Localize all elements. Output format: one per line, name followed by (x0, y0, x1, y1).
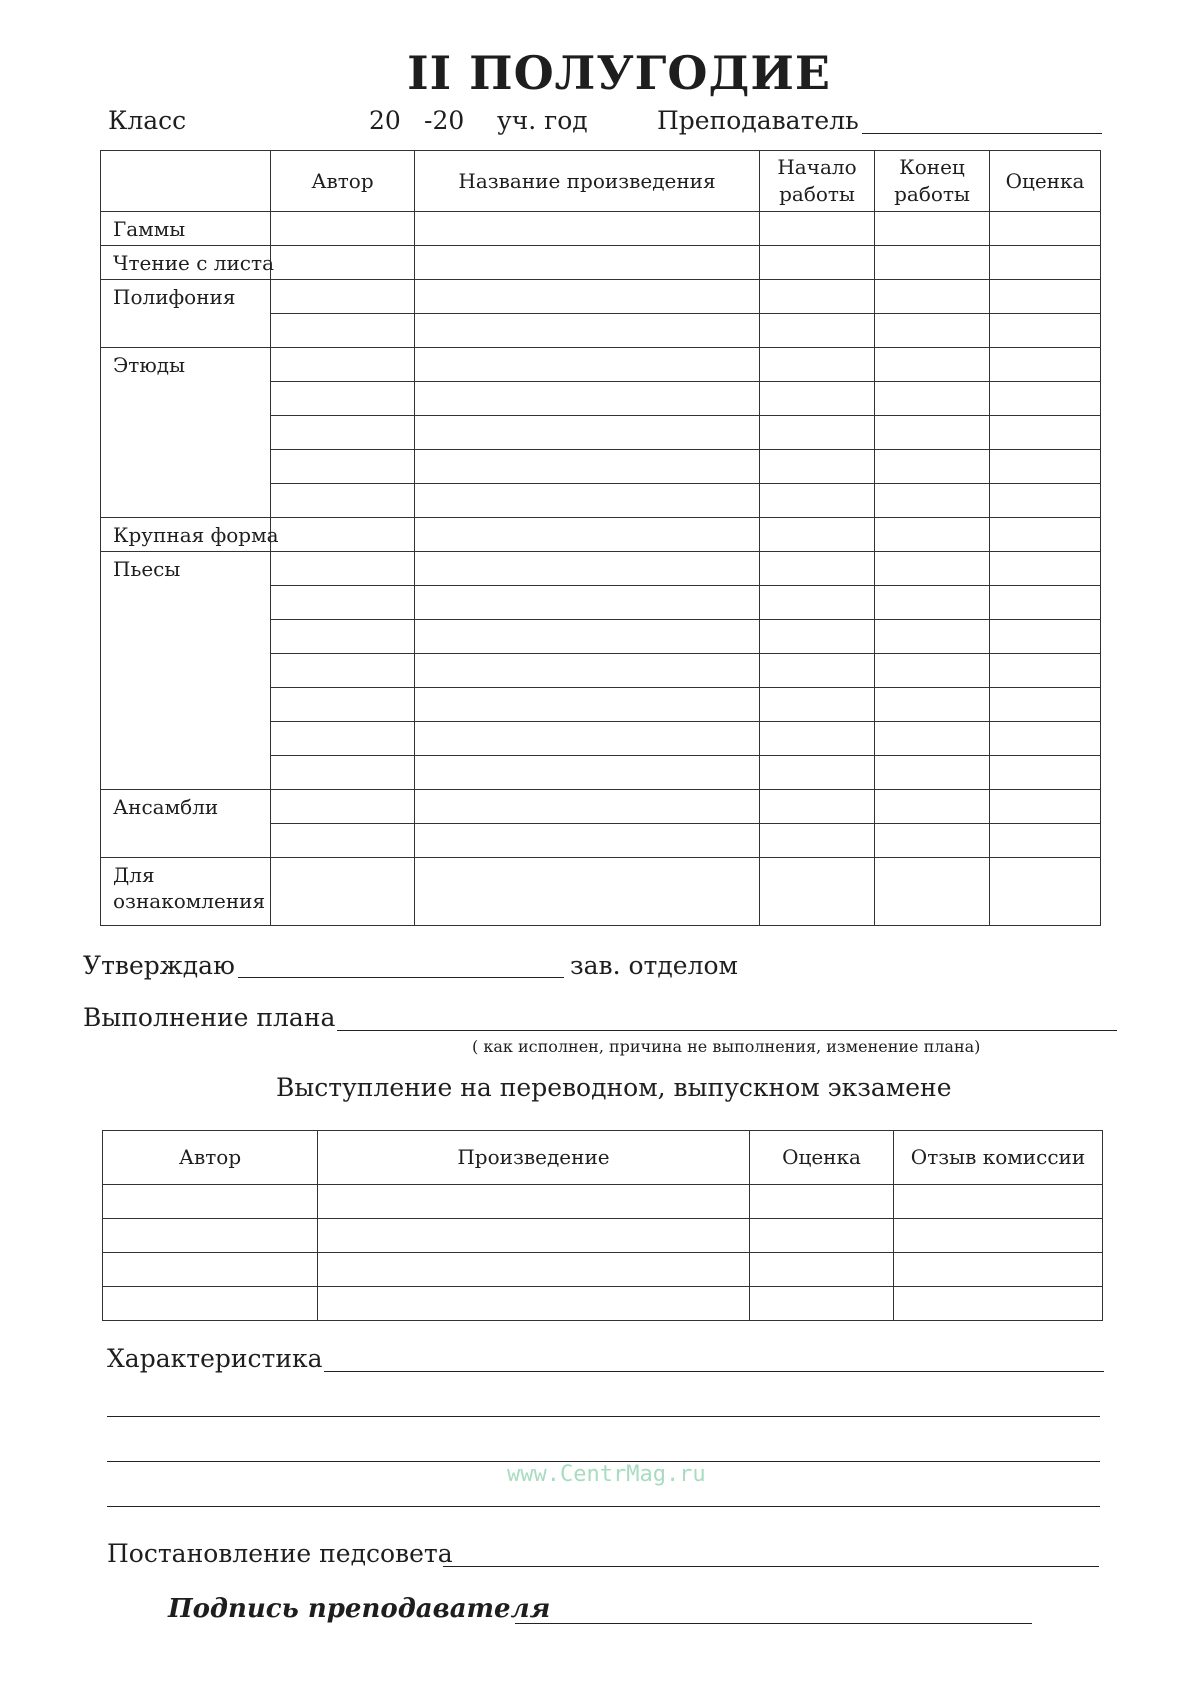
table-cell[interactable] (990, 756, 1101, 790)
table-cell[interactable] (760, 450, 875, 484)
table-cell[interactable] (103, 1287, 318, 1321)
plan-col-author: Автор (271, 151, 415, 212)
table-cell[interactable] (760, 382, 875, 416)
table-cell[interactable] (990, 824, 1101, 858)
table-cell[interactable] (894, 1287, 1103, 1321)
category-etudes: Этюды (101, 348, 271, 518)
table-cell[interactable] (760, 688, 875, 722)
table-cell[interactable] (760, 722, 875, 756)
table-cell[interactable] (750, 1287, 894, 1321)
table-cell[interactable] (990, 518, 1101, 552)
exam-col-review: Отзыв комиссии (894, 1131, 1103, 1185)
plan-col-end: Конец работы (875, 151, 990, 212)
table-cell[interactable] (875, 824, 990, 858)
exam-title: Выступление на переводном, выпускном экзамене (276, 1073, 952, 1102)
table-cell[interactable] (760, 246, 875, 280)
plan-col-start: Начало работы (760, 151, 875, 212)
category-scales: Гаммы (101, 212, 271, 246)
table-cell[interactable] (415, 212, 760, 246)
table-cell[interactable] (990, 212, 1101, 246)
table-cell[interactable] (990, 450, 1101, 484)
table-cell[interactable] (875, 280, 990, 314)
table-cell[interactable] (318, 1287, 750, 1321)
table-cell[interactable] (103, 1185, 318, 1219)
year-end: -20 (424, 106, 465, 135)
table-cell[interactable] (103, 1253, 318, 1287)
table-cell[interactable] (318, 1253, 750, 1287)
council-field[interactable] (443, 1566, 1099, 1567)
table-cell[interactable] (875, 518, 990, 552)
table-cell[interactable] (875, 756, 990, 790)
table-cell[interactable] (875, 790, 990, 824)
signature-label: Подпись преподавателя (168, 1594, 551, 1624)
table-cell[interactable] (271, 756, 415, 790)
category-sight-reading: Чтение с листа (101, 246, 271, 280)
table-cell[interactable] (875, 620, 990, 654)
table-cell[interactable] (760, 858, 875, 926)
table-cell[interactable] (875, 688, 990, 722)
table-cell[interactable] (415, 280, 760, 314)
table-cell[interactable] (760, 212, 875, 246)
table-cell[interactable] (271, 416, 415, 450)
table-cell[interactable] (415, 586, 760, 620)
table-cell[interactable] (875, 858, 990, 926)
table-cell[interactable] (271, 688, 415, 722)
table-cell[interactable] (894, 1185, 1103, 1219)
exam-col-grade: Оценка (750, 1131, 894, 1185)
table-cell[interactable] (271, 212, 415, 246)
table-cell[interactable] (760, 586, 875, 620)
table-cell[interactable] (271, 620, 415, 654)
table-cell[interactable] (990, 348, 1101, 382)
category-familiarization: Для ознакомления (101, 858, 271, 926)
table-cell[interactable] (415, 620, 760, 654)
table-cell[interactable] (318, 1185, 750, 1219)
characteristic-line-4[interactable] (107, 1506, 1100, 1507)
table-cell[interactable] (875, 654, 990, 688)
category-polyphony: Полифония (101, 280, 271, 348)
table-cell[interactable] (271, 722, 415, 756)
table-cell[interactable] (271, 280, 415, 314)
table-cell[interactable] (760, 314, 875, 348)
year-suffix: уч. год (497, 106, 588, 135)
table-cell[interactable] (415, 824, 760, 858)
table-cell[interactable] (760, 280, 875, 314)
plan-execution-label: Выполнение плана (83, 1003, 336, 1032)
table-cell[interactable] (990, 314, 1101, 348)
table-cell[interactable] (760, 416, 875, 450)
table-cell[interactable] (750, 1219, 894, 1253)
table-cell[interactable] (760, 824, 875, 858)
table-cell[interactable] (271, 348, 415, 382)
table-cell[interactable] (990, 620, 1101, 654)
table-cell[interactable] (760, 620, 875, 654)
approve-suffix: зав. отделом (570, 951, 738, 980)
category-large-form: Крупная форма (101, 518, 271, 552)
table-cell[interactable] (415, 348, 760, 382)
characteristic-label: Характеристика (107, 1344, 323, 1373)
table-cell[interactable] (875, 722, 990, 756)
plan-execution-note: ( как исполнен, причина не выполнения, изменение плана) (472, 1037, 981, 1056)
table-cell[interactable] (990, 790, 1101, 824)
table-cell[interactable] (760, 518, 875, 552)
table-cell[interactable] (760, 756, 875, 790)
table-cell[interactable] (415, 552, 760, 586)
page-title: II ПОЛУГОДИЕ (407, 46, 831, 100)
table-cell[interactable] (271, 246, 415, 280)
table-cell[interactable] (271, 586, 415, 620)
table-cell[interactable] (990, 654, 1101, 688)
table-cell[interactable] (271, 518, 415, 552)
table-cell[interactable] (271, 654, 415, 688)
table-cell[interactable] (415, 858, 760, 926)
table-cell[interactable] (875, 416, 990, 450)
table-cell[interactable] (415, 518, 760, 552)
table-cell[interactable] (875, 314, 990, 348)
approve-label: Утверждаю (83, 951, 235, 980)
table-cell[interactable] (760, 790, 875, 824)
exam-col-piece: Произведение (318, 1131, 750, 1185)
table-cell[interactable] (760, 348, 875, 382)
table-cell[interactable] (894, 1219, 1103, 1253)
teacher-label: Преподаватель (657, 106, 859, 135)
year-start: 20 (369, 106, 401, 135)
table-cell[interactable] (415, 688, 760, 722)
table-cell[interactable] (875, 212, 990, 246)
table-cell[interactable] (415, 416, 760, 450)
table-cell[interactable] (415, 654, 760, 688)
plan-col-title: Название произведения (415, 151, 760, 212)
teacher-field[interactable] (862, 133, 1102, 134)
table-cell[interactable] (271, 450, 415, 484)
table-cell[interactable] (990, 552, 1101, 586)
table-cell[interactable] (271, 552, 415, 586)
table-cell[interactable] (415, 790, 760, 824)
table-cell[interactable] (271, 790, 415, 824)
table-cell[interactable] (990, 484, 1101, 518)
plan-col-grade: Оценка (990, 151, 1101, 212)
plan-execution-field[interactable] (337, 1030, 1117, 1031)
table-cell[interactable] (990, 586, 1101, 620)
table-cell[interactable] (875, 348, 990, 382)
table-cell[interactable] (875, 246, 990, 280)
table-cell[interactable] (760, 552, 875, 586)
table-cell[interactable] (990, 688, 1101, 722)
table-cell[interactable] (415, 484, 760, 518)
watermark: www.CentrMag.ru (507, 1462, 706, 1487)
approve-field[interactable] (238, 977, 564, 978)
table-cell[interactable] (990, 858, 1101, 926)
signature-field[interactable] (515, 1623, 1032, 1624)
table-cell[interactable] (415, 722, 760, 756)
category-ensembles: Ансамбли (101, 790, 271, 858)
table-cell[interactable] (271, 314, 415, 348)
table-cell[interactable] (318, 1219, 750, 1253)
table-cell[interactable] (990, 246, 1101, 280)
exam-col-author: Автор (103, 1131, 318, 1185)
table-cell[interactable] (990, 722, 1101, 756)
characteristic-field[interactable] (324, 1371, 1104, 1372)
table-cell[interactable] (990, 280, 1101, 314)
table-cell[interactable] (415, 246, 760, 280)
table-cell[interactable] (875, 484, 990, 518)
table-cell[interactable] (415, 450, 760, 484)
table-cell[interactable] (894, 1253, 1103, 1287)
council-label: Постановление педсовета (107, 1539, 453, 1568)
characteristic-line-2[interactable] (107, 1416, 1100, 1417)
class-label: Класс (108, 106, 187, 135)
exam-table (102, 1130, 1103, 1321)
category-pieces: Пьесы (101, 552, 271, 790)
table-cell[interactable] (760, 484, 875, 518)
table-cell[interactable] (875, 552, 990, 586)
plan-col-category (101, 151, 271, 212)
table-cell[interactable] (990, 416, 1101, 450)
table-cell[interactable] (271, 382, 415, 416)
plan-table (100, 150, 1101, 926)
table-cell[interactable] (415, 382, 760, 416)
table-cell[interactable] (415, 756, 760, 790)
table-cell[interactable] (875, 450, 990, 484)
table-cell[interactable] (271, 484, 415, 518)
table-cell[interactable] (750, 1185, 894, 1219)
table-cell[interactable] (271, 824, 415, 858)
table-cell[interactable] (271, 858, 415, 926)
table-cell[interactable] (103, 1219, 318, 1253)
table-cell[interactable] (990, 382, 1101, 416)
table-cell[interactable] (875, 382, 990, 416)
table-cell[interactable] (760, 654, 875, 688)
table-cell[interactable] (875, 586, 990, 620)
table-cell[interactable] (750, 1253, 894, 1287)
table-cell[interactable] (415, 314, 760, 348)
